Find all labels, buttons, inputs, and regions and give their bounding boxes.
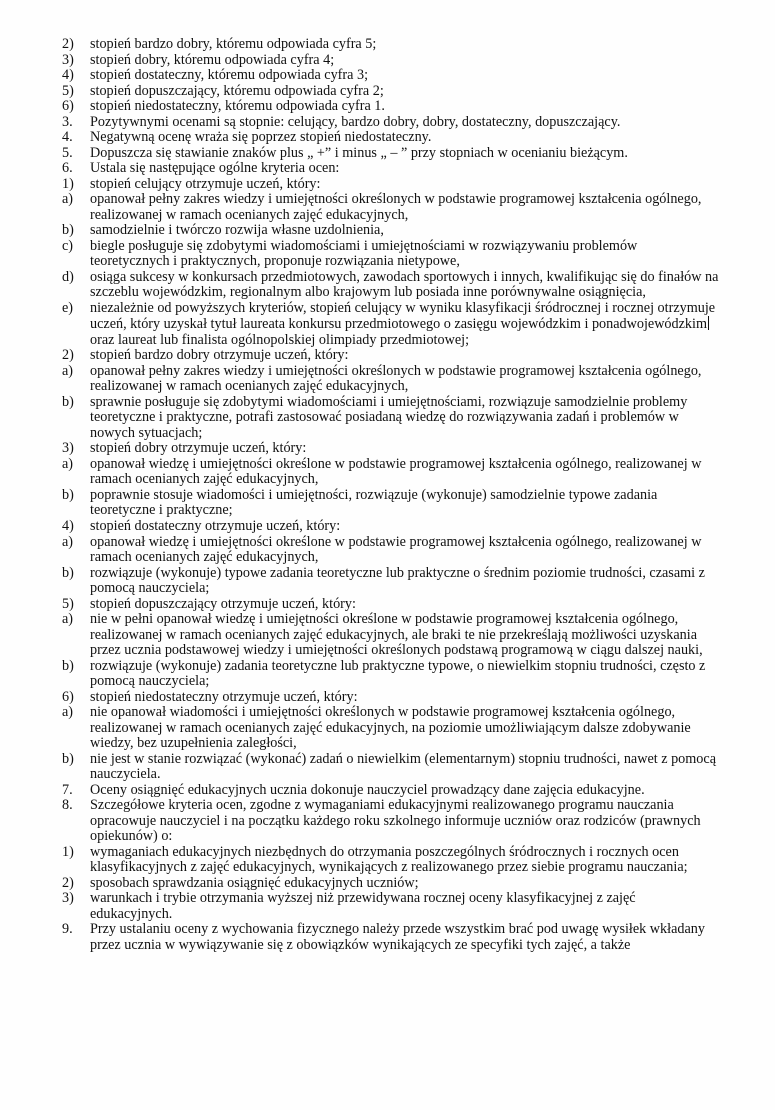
text-line-content: opiekunów) o: <box>90 828 173 845</box>
text-line-content: opanował pełny zakres wiedzy i umiejętności określonych w podstawie programowej kształcenia ogólnego, <box>90 362 702 379</box>
list-item-text <box>90 457 762 488</box>
list-item <box>62 752 762 783</box>
list-item-number: 9. <box>62 921 73 938</box>
list-item-number: b) <box>62 564 74 581</box>
list-item <box>62 223 762 239</box>
text-line <box>90 643 762 659</box>
list-item-text <box>90 566 762 597</box>
list-item <box>62 519 762 535</box>
text-line-content: Szczegółowe kryteria ocen, zgodne z wymaganiami edukacyjnymi realizowanego programu nauczania <box>90 797 674 814</box>
list-item-number: 2) <box>62 36 74 52</box>
list-item <box>62 348 762 364</box>
list-item <box>62 270 762 301</box>
list-item-number: a) <box>62 611 74 628</box>
text-line <box>90 535 762 551</box>
list-item-text <box>90 177 762 193</box>
list-item <box>62 597 762 613</box>
text-line-content: biegle posługuje się zdobytymi wiadomościami i umiejętnościami w rozwiązywaniu problemów <box>90 237 638 254</box>
text-line <box>90 860 762 876</box>
list-item-text <box>90 301 762 349</box>
list-item-number: 4) <box>62 67 74 84</box>
text-line-content: pomocą nauczyciela; <box>90 673 210 690</box>
text-line-content: stopień celujący otrzymuje uczeń, który: <box>90 175 321 192</box>
list-item <box>62 535 762 566</box>
list-item-number: c) <box>62 237 74 254</box>
text-line <box>90 814 762 830</box>
list-item-text <box>90 37 762 53</box>
text-line <box>90 550 762 566</box>
list-item-number: b) <box>62 486 74 503</box>
list-item-text <box>90 519 762 535</box>
list-item-number: 3) <box>62 890 74 907</box>
text-line-content: osiąga sukcesy w konkursach przedmiotowych, zawodach sportowych i innych, kwalifikując się do finałów na <box>90 268 719 285</box>
list-item-number: 4) <box>62 517 74 534</box>
text-line-content: niezależnie od powyższych kryteriów, stopień celujący w wyniku klasyfikacji śródrocznej i rocznej otrzymuje <box>90 299 716 316</box>
text-line <box>90 270 762 286</box>
list-item <box>62 876 762 892</box>
list-item-number: b) <box>62 657 74 674</box>
list-item-text <box>90 146 762 162</box>
list-item-text <box>90 115 762 131</box>
text-line <box>90 364 762 380</box>
text-line-content: opracowuje nauczyciel i na początku każdego roku szkolnego informuje uczniów oraz rodziców (prawnych <box>90 812 701 829</box>
text-line-content: sprawnie posługuje się zdobytymi wiadomościami i umiejętnościami, rozwiązuje samodzielnie problemy <box>90 393 688 410</box>
list-item-number: 5) <box>62 82 74 99</box>
text-line <box>90 581 762 597</box>
text-line <box>90 705 762 721</box>
list-item-text <box>90 161 762 177</box>
text-line-content: nie jest w stanie rozwiązać (wykonać) zadań o niewielkim (elementarnym) stopniu trudności, nawet z pomocą <box>90 750 716 767</box>
list-item <box>62 364 762 395</box>
text-line-content: nowych sytuacjach; <box>90 424 203 441</box>
text-line-content: ramach ocenianych zajęć edukacyjnych, <box>90 471 319 488</box>
list-item-number: a) <box>62 533 74 550</box>
text-line-content: Ustala się następujące ogólne kryteria ocen: <box>90 160 340 177</box>
text-line-content: realizowanej w ramach ocenianych zajęć edukacyjnych, ale braki te nie przekreślają możliwości uzyskania <box>90 626 698 643</box>
list-item-number: 4. <box>62 129 73 146</box>
text-line-content: Negatywną ocenę wraża się poprzez stopień niedostateczny. <box>90 129 432 146</box>
list-item <box>62 798 762 845</box>
text-line-content: klasyfikacyjnych z zajęć edukacyjnych, wynikających z realizowanego przez siebie programu nauczania; <box>90 859 688 876</box>
list-item <box>62 161 762 177</box>
text-line-content: szczeblu wojewódzkim, regionalnym albo krajowym lub posiada inne porównywalne osiągnięcia, <box>90 284 646 301</box>
text-line-content: przez ucznia w wywiązywanie się z obowiązków wynikających ze specyfiki tych zajęć, a także <box>90 936 631 953</box>
text-line-content: stopień dopuszczający otrzymuje uczeń, który: <box>90 595 356 612</box>
list-item-text <box>90 270 762 301</box>
text-line <box>90 922 762 938</box>
list-item-text <box>90 891 762 922</box>
text-line <box>90 503 762 519</box>
text-line-content: Dopuszcza się stawianie znaków plus „ +” i minus „ – ” przy stopniach w ocenianiu bieżącym. <box>90 144 628 161</box>
list-item <box>62 177 762 193</box>
list-item <box>62 192 762 223</box>
list-item <box>62 659 762 690</box>
list-item <box>62 845 762 876</box>
list-item-number: 3. <box>62 113 73 130</box>
text-line-content: nie opanował wiadomości i umiejętności określonych w podstawie programowej kształcenia ogólnego, <box>90 704 676 721</box>
text-line-content: ramach ocenianych zajęć edukacyjnych, <box>90 549 319 566</box>
list-item-text <box>90 535 762 566</box>
text-line <box>90 612 762 628</box>
text-line <box>90 752 762 768</box>
text-line-content: stopień niedostateczny otrzymuje uczeń, który: <box>90 688 358 705</box>
text-line-content: wymaganiach edukacyjnych niezbędnych do otrzymania poszczególnych śródrocznych i rocznych ocen <box>90 843 679 860</box>
text-line-content: opanował wiedzę i umiejętności określone w podstawie programowej kształcenia ogólnego, realizowanej w <box>90 455 702 472</box>
list-item-number: 1) <box>62 843 74 860</box>
list-item-text <box>90 364 762 395</box>
text-line <box>90 767 762 783</box>
list-item-number: 3) <box>62 51 74 68</box>
list-item-text <box>90 348 762 364</box>
list-item <box>62 395 762 442</box>
list-item-text <box>90 752 762 783</box>
text-line-content: stopień dopuszczający, któremu odpowiada cyfra 2; <box>90 82 384 99</box>
list-item-number: 6. <box>62 160 73 177</box>
list-item-number: 3) <box>62 440 74 457</box>
text-line-content: realizowanej w ramach ocenianych zajęć edukacyjnych, <box>90 378 409 395</box>
text-line-content: poprawnie stosuje wiadomości i umiejętności, rozwiązuje (wykonuje) samodzielnie typowe zadania <box>90 486 658 503</box>
list-item-text <box>90 130 762 146</box>
text-line-content: stopień dostateczny, któremu odpowiada cyfra 3; <box>90 67 369 84</box>
text-line-content: rozwiązuje (wykonuje) zadania teoretyczne lub praktyczne typowe, o niewielkim stopniu trudności, często z <box>90 657 706 674</box>
list-item-text <box>90 488 762 519</box>
text-line <box>90 208 762 224</box>
text-line-content: wiedzy, bez uzupełnienia zaległości, <box>90 735 297 752</box>
text-line-content: warunkach i trybie otrzymania wyższej niż przewidywana rocznej oceny klasyfikacyjnej z zajęć <box>90 890 636 907</box>
list-item-number: 5) <box>62 595 74 612</box>
list-item-number: a) <box>62 362 74 379</box>
list-item-text <box>90 223 762 239</box>
list-item <box>62 457 762 488</box>
text-line-content: stopień bardzo dobry, któremu odpowiada cyfra 5; <box>90 36 377 52</box>
list-item <box>62 146 762 162</box>
list-item <box>62 441 762 457</box>
text-line-content: rozwiązuje (wykonuje) typowe zadania teoretyczne lub praktyczne o średnim poziomie trudności, czasami z <box>90 564 705 581</box>
list-item-number: 2) <box>62 347 74 364</box>
list-item <box>62 53 762 69</box>
list-item-text <box>90 239 762 270</box>
text-line <box>90 379 762 395</box>
text-line-content: stopień dostateczny otrzymuje uczeń, który: <box>90 517 341 534</box>
list-item <box>62 690 762 706</box>
list-item-text <box>90 441 762 457</box>
text-line <box>90 907 762 923</box>
text-line-content: samodzielnie i twórczo rozwija własne uzdolnienia, <box>90 222 384 239</box>
list-item <box>62 488 762 519</box>
text-line-content: stopień bardzo dobry otrzymuje uczeń, który: <box>90 347 349 364</box>
list-item-number: b) <box>62 750 74 767</box>
text-line-content: realizowanej w ramach ocenianych zajęć edukacyjnych, na poziomie umożliwiającym dalsze zdobywanie <box>90 719 691 736</box>
text-line <box>90 239 762 255</box>
list-item <box>62 99 762 115</box>
text-line-content: uczeń, który uzyskał tytuł laureata konkursu przedmiotowego o zasięgu wojewódzkim i ponadwojewódzkim <box>90 316 707 333</box>
list-item <box>62 783 762 799</box>
text-line-content: oraz laureat lub finalista ogólnopolskiej olimpiady przedmiotowej; <box>90 331 470 348</box>
list-item-number: a) <box>62 704 74 721</box>
document-body[interactable] <box>62 37 762 953</box>
text-line <box>90 829 762 845</box>
list-item-text <box>90 705 762 752</box>
list-item-number: d) <box>62 268 74 285</box>
list-item <box>62 130 762 146</box>
list-item <box>62 37 762 53</box>
list-item-text <box>90 99 762 115</box>
text-line <box>90 472 762 488</box>
list-item <box>62 68 762 84</box>
text-line <box>90 254 762 270</box>
list-item-number: a) <box>62 191 74 208</box>
text-line-content: teoretyczne i praktyczne, potrafi zastosować posiadaną wiedzę do rozwiązywania zadań i problemów w <box>90 409 679 426</box>
list-item-number: b) <box>62 222 74 239</box>
text-line <box>90 333 762 349</box>
text-cursor <box>708 316 709 330</box>
text-line <box>90 938 762 954</box>
text-line-content: nie w pełni opanował wiedzę i umiejętności określone w podstawie programowej kształcenia ogólnego, <box>90 611 679 628</box>
text-line <box>90 659 762 675</box>
text-line <box>90 721 762 737</box>
list-item <box>62 891 762 922</box>
list-item-text <box>90 395 762 442</box>
text-line <box>90 395 762 411</box>
list-item-text <box>90 876 762 892</box>
list-item <box>62 922 762 953</box>
text-line-content: pomocą nauczyciela; <box>90 580 210 597</box>
text-line <box>90 488 762 504</box>
list-item <box>62 301 762 349</box>
text-line <box>90 301 762 317</box>
list-item <box>62 705 762 752</box>
text-line <box>90 845 762 861</box>
list-item-text <box>90 659 762 690</box>
text-line <box>90 736 762 752</box>
text-line <box>90 192 762 208</box>
text-line-content: nauczyciela. <box>90 766 161 783</box>
list-item-number: 8. <box>62 797 73 814</box>
list-item-text <box>90 68 762 84</box>
text-line <box>90 285 762 301</box>
list-item <box>62 239 762 270</box>
text-line <box>90 628 762 644</box>
list-item-text <box>90 783 762 799</box>
list-item-number: 2) <box>62 874 74 891</box>
text-line <box>90 566 762 582</box>
list-item-number: e) <box>62 299 74 316</box>
list-item-number: 7. <box>62 781 73 798</box>
list-item-text <box>90 53 762 69</box>
list-item <box>62 566 762 597</box>
text-line-content: stopień dobry otrzymuje uczeń, który: <box>90 440 307 457</box>
text-line-content: teoretyczne i praktyczne; <box>90 502 233 519</box>
list-item-text <box>90 597 762 613</box>
text-line-content: stopień niedostateczny, któremu odpowiada cyfra 1. <box>90 98 385 115</box>
list-item <box>62 612 762 659</box>
text-line-content: sposobach sprawdzania osiągnięć edukacyjnych uczniów; <box>90 874 419 891</box>
list-item-text <box>90 192 762 223</box>
list-item <box>62 115 762 131</box>
list-item-text <box>90 690 762 706</box>
text-line <box>90 457 762 473</box>
list-item-number: b) <box>62 393 74 410</box>
list-item-text <box>90 84 762 100</box>
text-line-content: teoretycznych i praktycznych, proponuje rozwiązania nietypowe, <box>90 253 460 270</box>
list-item-number: a) <box>62 455 74 472</box>
text-line <box>90 316 762 333</box>
text-line-content: Oceny osiągnięć edukacyjnych ucznia dokonuje nauczyciel prowadzący dane zajęcia edukacyjne. <box>90 781 645 798</box>
list-item-text <box>90 798 762 845</box>
list-item-text <box>90 845 762 876</box>
list-item-text <box>90 612 762 659</box>
list-item-number: 1) <box>62 175 74 192</box>
list-item <box>62 84 762 100</box>
text-line-content: opanował wiedzę i umiejętności określone w podstawie programowej kształcenia ogólnego, realizowanej w <box>90 533 702 550</box>
text-line-content: Przy ustalaniu oceny z wychowania fizycznego należy przede wszystkim brać pod uwagę wysiłek wkładany <box>90 921 705 938</box>
list-item-text <box>90 922 762 953</box>
text-line <box>90 674 762 690</box>
text-line <box>90 798 762 814</box>
text-line-content: edukacyjnych. <box>90 905 173 922</box>
list-item-number: 6) <box>62 98 74 115</box>
text-line-content: opanował pełny zakres wiedzy i umiejętności określonych w podstawie programowej kształcenia ogólnego, <box>90 191 702 208</box>
list-item-number: 6) <box>62 688 74 705</box>
text-line <box>90 891 762 907</box>
text-line <box>90 426 762 442</box>
text-line-content: Pozytywnymi ocenami są stopnie: celujący, bardzo dobry, dobry, dostateczny, dopuszczający. <box>90 113 621 130</box>
text-line-content: stopień dobry, któremu odpowiada cyfra 4; <box>90 51 335 68</box>
list-item-number: 5. <box>62 144 73 161</box>
text-line <box>90 410 762 426</box>
text-line-content: przez ucznia podstawowej wiedzy i umiejętności określonych podstawą programową w ciągu dalszej nauki, <box>90 642 703 659</box>
text-line-content: realizowanej w ramach ocenianych zajęć edukacyjnych, <box>90 206 409 223</box>
